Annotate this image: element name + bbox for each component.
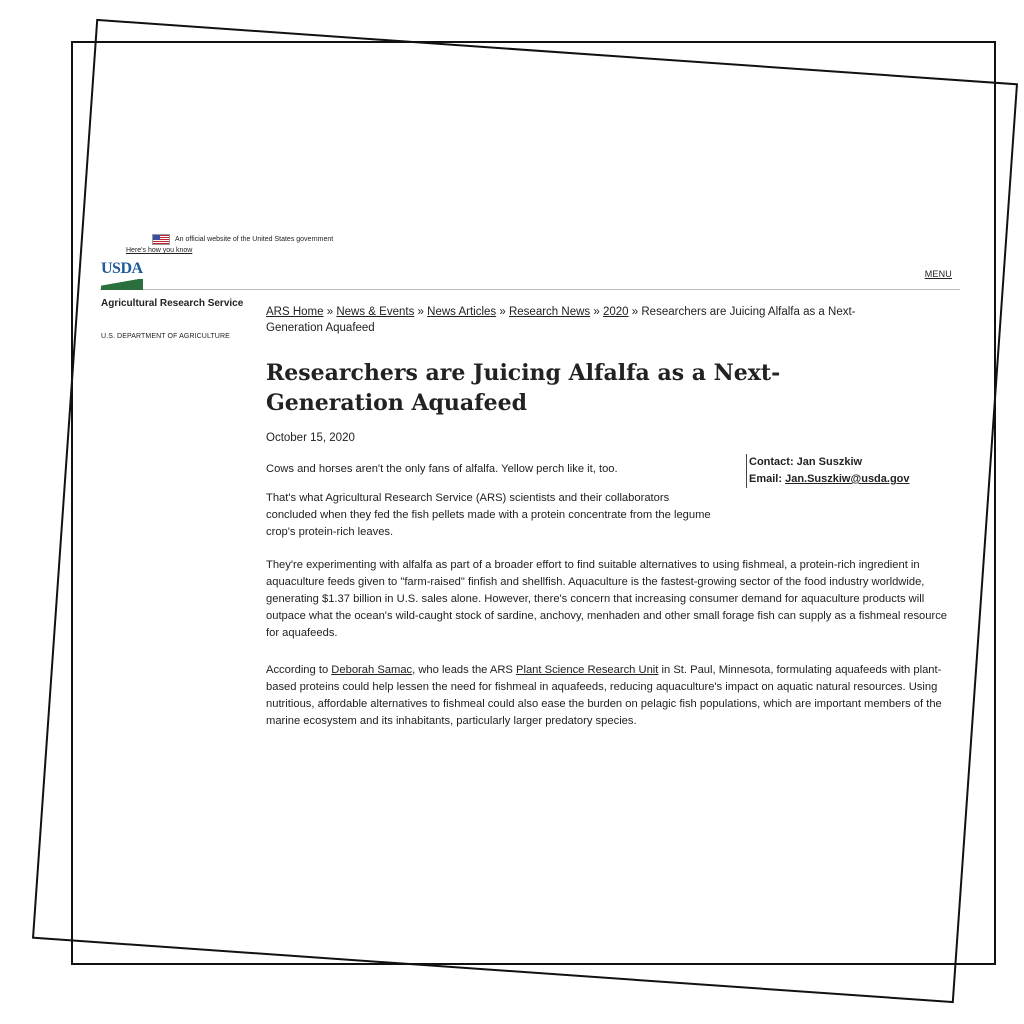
breadcrumb-separator: »	[593, 306, 600, 318]
paragraph-text: in St. Paul, Minnesota, formulating aquafeeds with plant-based proteins could help lessen the need for fishmeal in aquafeeds, reducing aquaculture's impact on aquatic natural resources. Using nutritious, affordable alternatives to fishmeal could also ease the burden on pelagic fish populations, which are important members of the marine ecosystem and its inhabitants, particularly larger predatory species.	[266, 664, 942, 727]
official-website-text: An official website of the United States government	[175, 236, 334, 243]
menu-button[interactable]: MENU	[924, 269, 952, 279]
breadcrumb-separator: »	[417, 306, 424, 318]
breadcrumb	[266, 304, 906, 336]
contact-box	[746, 454, 910, 488]
department-name: U.S. DEPARTMENT OF AGRICULTURE	[101, 333, 230, 340]
article-paragraph-3: They're experimenting with alfalfa as part of a broader effort to find suitable alternatives to using fishmeal, a protein-rich ingredient in aquaculture feeds given to "farm-raised" finfish and shellfish. Aquaculture is the fastest-growing sector of the food industry worldwide, generating $1.37 billion in U.S. sales alone. However, there's concern that increasing consumer demand for aquaculture products will outpace what the ocean's wild-caught stock of sardine, anchovy, menhaden and other small forage fish can supply as a fishmeal resource for aquafeeds.	[266, 559, 948, 639]
paragraph-text: , who leads the ARS	[412, 664, 516, 676]
breadcrumb-2020[interactable]: 2020	[602, 306, 629, 318]
usda-logo[interactable]	[101, 261, 145, 287]
breadcrumb-news-articles[interactable]: News Articles	[427, 306, 497, 318]
plant-science-research-unit-link[interactable]: Plant Science Research Unit	[516, 664, 659, 676]
us-flag-icon	[152, 234, 170, 245]
breadcrumb-separator: »	[631, 306, 639, 318]
email-label: Email:	[749, 473, 783, 485]
article-paragraph-4	[266, 662, 956, 730]
article-title: Researchers are Juicing Alfalfa as a Next-Generation Aquafeed	[266, 360, 781, 416]
breadcrumb-research-news[interactable]: Research News	[508, 306, 591, 318]
breadcrumb-ars-home[interactable]: ARS Home	[266, 306, 324, 318]
breadcrumb-news-events[interactable]: News & Events	[336, 306, 415, 318]
contact-email-link[interactable]: Jan.Suszkiw@usda.gov	[785, 473, 910, 485]
gov-banner	[126, 234, 333, 255]
breadcrumb-separator: »	[326, 306, 334, 318]
heres-how-you-know-link[interactable]: Here's how you know	[126, 247, 193, 254]
publication-date: October 15, 2020	[266, 432, 355, 444]
deborah-samac-link[interactable]: Deborah Samac	[331, 664, 413, 676]
contact-email-row	[749, 471, 910, 488]
article-paragraph-2: That's what Agricultural Research Service (ARS) scientists and their collaborators concluded when they fed the fish pellets made with a protein concentrate from the legume crop's protein-rich leaves.	[266, 492, 711, 538]
breadcrumb-current: Researchers are Juicing Alfalfa as a Next-Generation Aquafeed	[266, 306, 856, 334]
site-header	[100, 258, 960, 290]
agency-name[interactable]: Agricultural Research Service	[101, 298, 244, 309]
usda-logo-swoosh	[101, 279, 143, 290]
paragraph-text: According to	[266, 664, 332, 676]
article-paragraph-1: Cows and horses aren't the only fans of alfalfa. Yellow perch like it, too.	[266, 463, 618, 475]
usda-logo-text: USDA	[101, 260, 143, 277]
contact-name: Contact: Jan Suszkiw	[749, 456, 863, 468]
breadcrumb-separator: »	[499, 306, 506, 318]
